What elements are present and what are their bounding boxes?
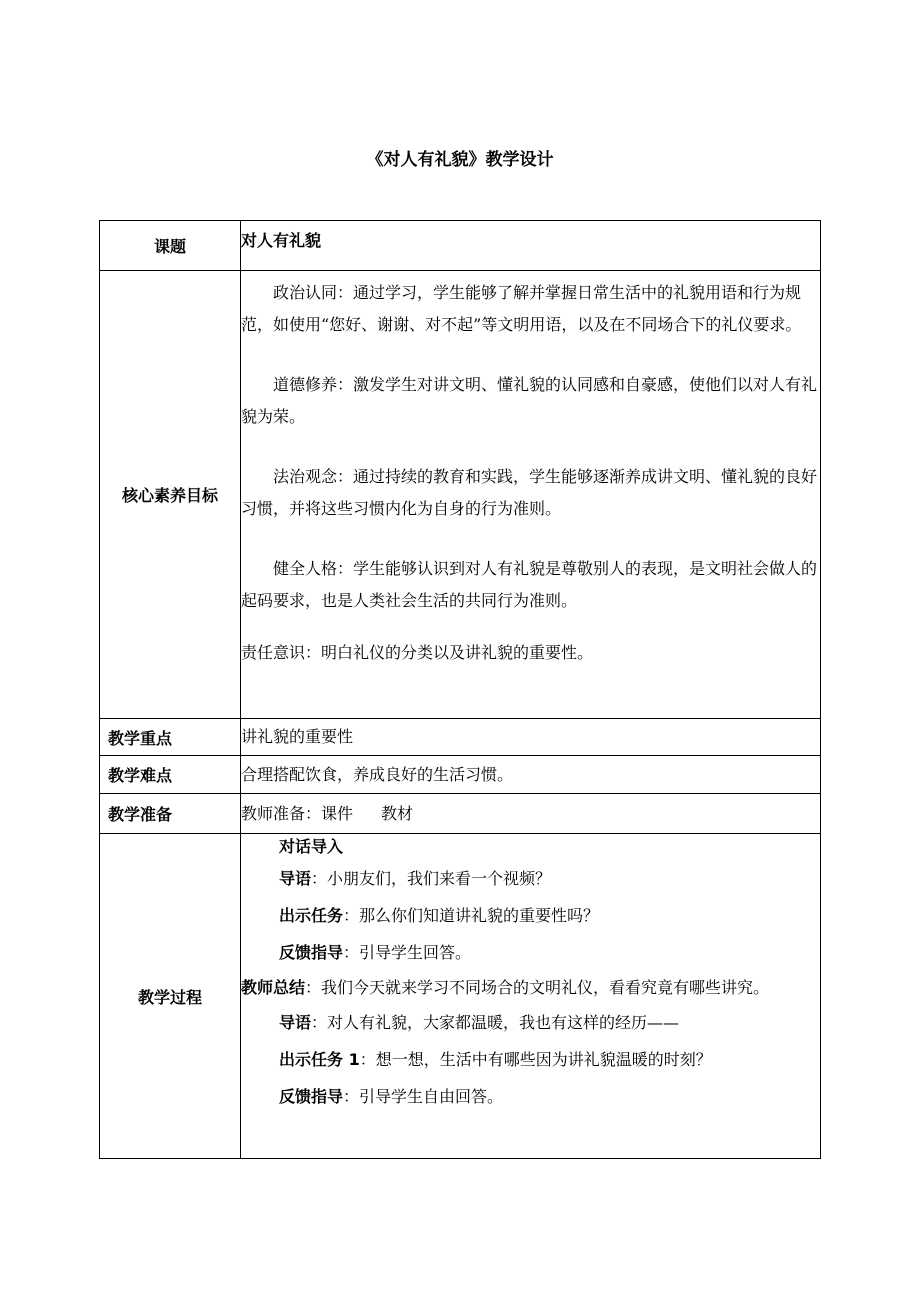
- goals-label: 核心素养目标: [100, 271, 241, 719]
- difficulty-label: 教学难点: [100, 756, 241, 794]
- row-topic: [100, 221, 821, 271]
- process-heading: 对话导入: [279, 837, 344, 856]
- lesson-plan-table: [99, 220, 821, 1159]
- process-line-task-2: 出示任务 1：想一想，生活中有哪些因为讲礼貌温暖的时刻？: [279, 1050, 712, 1069]
- process-line-feedback-2: 反馈指导：引导学生自由回答。: [279, 1087, 504, 1106]
- goal-personality: 健全人格：学生能够认识到对人有礼貌是尊敬别人的表现，是文明社会做人的起码要求，也是人类社会生活的共同行为准则。: [241, 559, 818, 610]
- preparation-textbook: 教材: [381, 803, 414, 823]
- preparation-value-cell: [241, 794, 821, 834]
- goal-moral: 道德修养：激发学生对讲文明、懂礼貌的认同感和自豪感，使他们以对人有礼貌为荣。: [241, 375, 818, 426]
- goal-law: 法治观念：通过持续的教育和实践，学生能够逐渐养成讲文明、懂礼貌的良好习惯，并将这些习惯内化为自身的行为准则。: [241, 467, 818, 518]
- goals-cell: [241, 271, 821, 719]
- document-title: 《对人有礼貌》教学设计: [366, 150, 554, 170]
- preparation-label: 教学准备: [100, 794, 241, 834]
- key-point-value: 讲礼貌的重要性: [241, 719, 821, 756]
- topic-value-cell: [241, 221, 821, 271]
- process-line-intro: 导语：小朋友们，我们来看一个视频？: [279, 869, 552, 888]
- process-line-task: 出示任务：那么你们知道讲礼貌的重要性吗？: [279, 906, 600, 925]
- preparation-courseware: 教师准备：课件: [241, 803, 354, 823]
- process-label: 教学过程: [100, 834, 241, 1159]
- key-point-label: 教学重点: [100, 719, 241, 756]
- process-cell: [241, 834, 821, 1159]
- row-goals: [100, 271, 821, 719]
- goal-political: 政治认同：通过学习，学生能够了解并掌握日常生活中的礼貌用语和行为规范，如使用“您好、谢谢、对不起”等文明用语，以及在不同场合下的礼仪要求。: [241, 283, 802, 334]
- row-preparation: [100, 794, 821, 834]
- row-key-point: [100, 719, 821, 756]
- goal-responsibility: 责任意识：明白礼仪的分类以及讲礼貌的重要性。: [241, 643, 594, 662]
- difficulty-value: 合理搭配饮食，养成良好的生活习惯。: [241, 756, 821, 794]
- process-summary: 教师总结：我们今天就来学习不同场合的文明礼仪，看看究竟有哪些讲究。: [241, 978, 770, 997]
- row-process: [100, 834, 821, 1159]
- row-difficulty: [100, 756, 821, 794]
- topic-label: 课题: [100, 221, 241, 271]
- topic-value: 对人有礼貌: [241, 231, 322, 250]
- process-line-feedback: 反馈指导：引导学生回答。: [279, 943, 472, 962]
- process-line-intro-2: 导语：对人有礼貌，大家都温暖，我也有这样的经历——: [279, 1013, 680, 1032]
